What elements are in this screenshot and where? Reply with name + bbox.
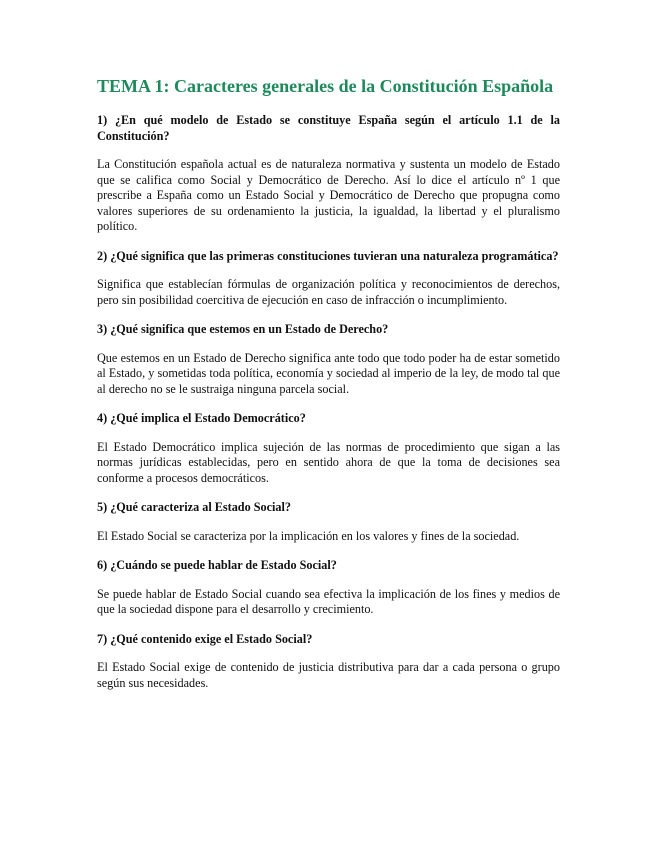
title-text: Caracteres generales de la Constitución Española <box>169 76 554 96</box>
page-title <box>97 74 560 98</box>
question-3: 3) ¿Qué significa que estemos en un Estado de Derecho? <box>97 322 389 336</box>
qa-item-2 <box>97 249 560 309</box>
answer-2: Significa que establecían fórmulas de organización política y reconocimientos de derechos, pero sin posibilidad coercitiva de ejecución en caso de infracción o incumplimiento. <box>97 277 560 307</box>
answer-6: Se puede hablar de Estado Social cuando sea efectiva la implicación de los fines y medios de que la sociedad dispone para el desarrollo y crecimiento. <box>97 586 560 616</box>
answer-5: El Estado Social se caracteriza por la implicación en los valores y fines de la sociedad. <box>97 528 520 543</box>
qa-item-4 <box>97 411 560 486</box>
answer-3: Que estemos en un Estado de Derecho significa ante todo que todo poder ha de estar sometido al Estado, y sometidas toda política, economía y sociedad al imperio de la ley, de modo tal que al derecho no se le sustraiga ninguna parcela social. <box>97 350 560 396</box>
question-2: 2) ¿Qué significa que las primeras constituciones tuvieran una naturaleza programática? <box>97 248 559 263</box>
qa-item-3 <box>97 322 560 397</box>
answer-4: El Estado Democrático implica sujeción de las normas de procedimiento que sigan a las normas jurídicas establecidas, pero en sentido ahora de que la toma de decisiones sea conforme a procesos democráticos. <box>97 439 560 485</box>
question-1: 1) ¿En qué modelo de Estado se constituye España según el artículo 1.1 de la Constitución? <box>97 113 560 143</box>
answer-7: El Estado Social exige de contenido de justicia distributiva para dar a cada persona o grupo según sus necesidades. <box>97 660 560 690</box>
question-6: 6) ¿Cuándo se puede hablar de Estado Social? <box>97 558 337 572</box>
question-7: 7) ¿Qué contenido exige el Estado Social? <box>97 631 313 646</box>
qa-item-1 <box>97 113 560 235</box>
question-4: 4) ¿Qué implica el Estado Democrático? <box>97 411 306 425</box>
document-page <box>97 74 560 705</box>
answer-1: La Constitución española actual es de naturaleza normativa y sustenta un modelo de Estado que se califica como Social y Democrático de Derecho. Así lo dice el artículo nº 1 que prescribe a España como un Estado Social y Democrático de Derecho que propugna como valores superiores de su ordenamiento la justicia, la igualdad, la libertad y el pluralismo político. <box>97 157 560 233</box>
qa-item-7 <box>97 632 560 692</box>
title-prefix: TEMA 1: <box>97 76 170 96</box>
qa-item-6 <box>97 558 560 618</box>
qa-item-5 <box>97 500 560 544</box>
question-5: 5) ¿Qué caracteriza al Estado Social? <box>97 500 291 514</box>
